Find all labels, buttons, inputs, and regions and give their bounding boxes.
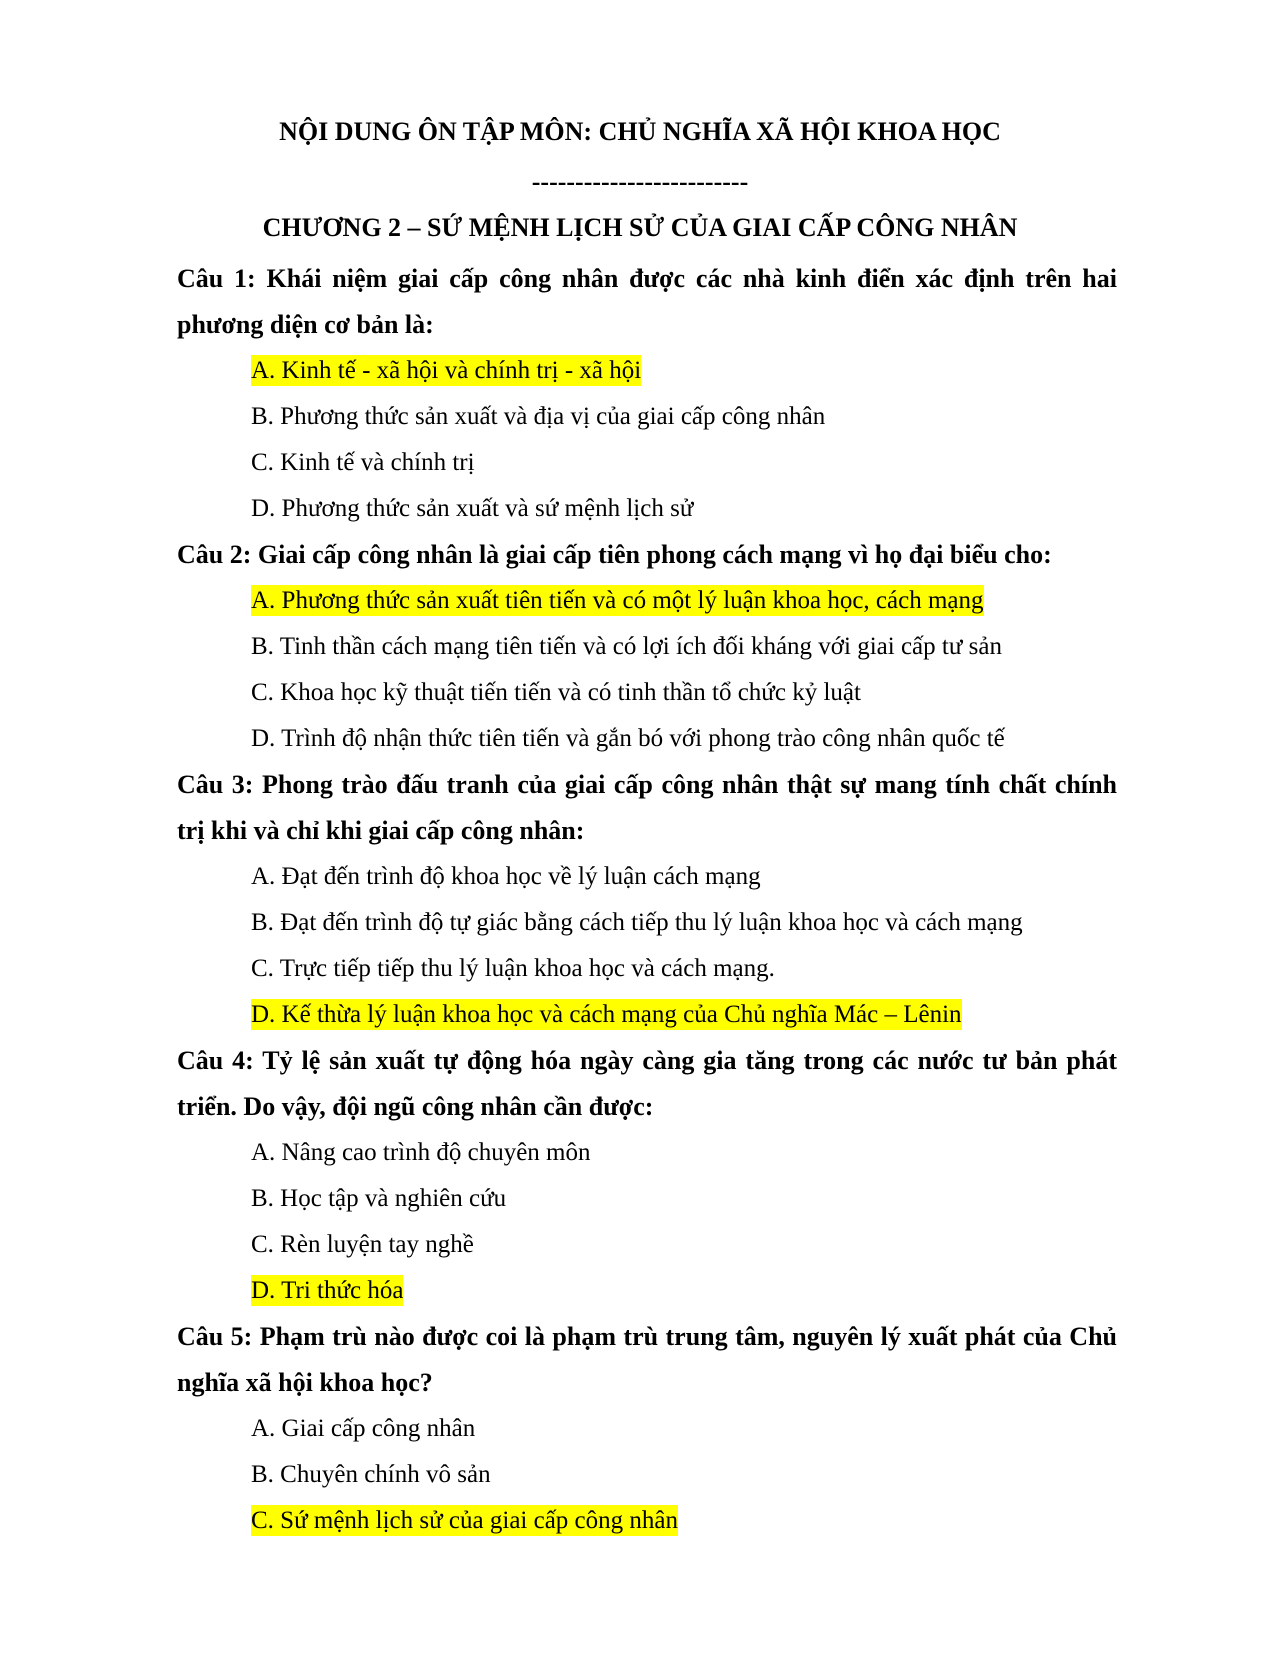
question-1-option-a: A. Kinh tế - xã hội và chính trị - xã hội <box>251 357 642 384</box>
question-3 <box>177 762 1117 1038</box>
question-2-option-d: D. Trình độ nhận thức tiên tiến và gắn bó với phong trào công nhân quốc tế <box>251 725 1005 752</box>
question-1-options <box>177 348 1117 532</box>
question-4-text: Câu 4: Tỷ lệ sản xuất tự động hóa ngày càng gia tăng trong các nước tư bản phát triển. Do vậy, đội ngũ công nhân cần được: <box>177 1046 1117 1121</box>
question-5-option-a: A. Giai cấp công nhân <box>251 1415 476 1442</box>
title-divider: ------------------------- <box>531 167 749 196</box>
question-5-options <box>177 1406 1117 1544</box>
question-5-text: Câu 5: Phạm trù nào được coi là phạm trù trung tâm, nguyên lý xuất phát của Chủ nghĩa xã hội khoa học? <box>177 1322 1117 1397</box>
question-4-option-c: C. Rèn luyện tay nghề <box>251 1231 474 1258</box>
question-4-option-d: D. Tri thức hóa <box>251 1277 404 1304</box>
chapter-title: CHƯƠNG 2 – SỨ MỆNH LỊCH SỬ CỦA GIAI CẤP CÔNG NHÂN <box>262 213 1018 242</box>
question-4-options <box>177 1130 1117 1314</box>
question-5-option-b: B. Chuyên chính vô sản <box>251 1461 491 1488</box>
document-title: NỘI DUNG ÔN TẬP MÔN: CHỦ NGHĨA XÃ HỘI KHOA HỌC <box>279 117 1001 146</box>
question-1-option-d: D. Phương thức sản xuất và sứ mệnh lịch sử <box>251 495 694 522</box>
question-2-option-a: A. Phương thức sản xuất tiên tiến và có một lý luận khoa học, cách mạng <box>251 587 984 614</box>
question-3-option-b: B. Đạt đến trình độ tự giác bằng cách tiếp thu lý luận khoa học và cách mạng <box>251 909 1023 936</box>
question-2-text: Câu 2: Giai cấp công nhân là giai cấp tiên phong cách mạng vì họ đại biểu cho: <box>177 540 1052 569</box>
question-4 <box>177 1038 1117 1314</box>
question-3-option-c: C. Trực tiếp tiếp thu lý luận khoa học và cách mạng. <box>251 955 775 982</box>
question-2 <box>177 532 1117 762</box>
question-1-option-b: B. Phương thức sản xuất và địa vị của giai cấp công nhân <box>251 403 826 430</box>
question-2-option-b: B. Tinh thần cách mạng tiên tiến và có lợi ích đối kháng với giai cấp tư sản <box>251 633 1002 660</box>
question-3-text: Câu 3: Phong trào đấu tranh của giai cấp công nhân thật sự mang tính chất chính trị khi và chỉ khi giai cấp công nhân: <box>177 770 1117 845</box>
question-3-option-d: D. Kế thừa lý luận khoa học và cách mạng của Chủ nghĩa Mác – Lênin <box>251 1001 962 1028</box>
question-2-options <box>177 578 1117 762</box>
question-2-option-c: C. Khoa học kỹ thuật tiến tiến và có tinh thần tổ chức kỷ luật <box>251 679 861 706</box>
question-4-option-b: B. Học tập và nghiên cứu <box>251 1185 507 1212</box>
question-list <box>177 256 1117 1544</box>
question-3-option-a: A. Đạt đến trình độ khoa học về lý luận cách mạng <box>251 863 761 890</box>
question-5 <box>177 1314 1117 1544</box>
question-4-option-a: A. Nâng cao trình độ chuyên môn <box>251 1139 591 1166</box>
question-1-option-c: C. Kinh tế và chính trị <box>251 449 475 476</box>
question-1-text: Câu 1: Khái niệm giai cấp công nhân được các nhà kinh điển xác định trên hai phương diện cơ bản là: <box>177 264 1117 339</box>
question-3-options <box>177 854 1117 1038</box>
question-1 <box>177 256 1117 532</box>
question-5-option-c: C. Sứ mệnh lịch sử của giai cấp công nhân <box>251 1507 679 1534</box>
